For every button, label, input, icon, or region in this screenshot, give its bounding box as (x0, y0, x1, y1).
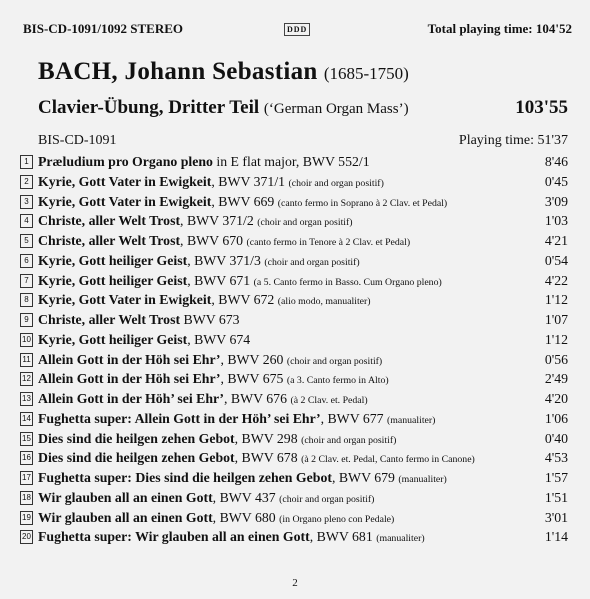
work-duration: 103'55 (515, 97, 568, 118)
track-duration: 8'46 (544, 154, 568, 169)
track-title: Kyrie, Gott Vater in Ewigkeit (38, 193, 212, 209)
track-description (38, 429, 396, 450)
track-duration: 3'01 (544, 509, 568, 525)
track-title: Præludium pro Organo pleno (38, 154, 213, 169)
track-note: (manualiter) (376, 533, 425, 545)
track-note: (canto fermo in Soprano à 2 Clav. et Pedal) (277, 197, 448, 209)
track-bwv: , BWV 671 (187, 272, 254, 288)
track-title: Allein Gott in der Höh sei Ehr’ (38, 371, 221, 387)
track-bwv: , BWV 371/2 (180, 213, 258, 229)
work-heading (38, 97, 568, 121)
track-row (20, 211, 568, 231)
track-description (38, 310, 240, 331)
track-bwv: , BWV 371/1 (211, 173, 289, 189)
track-title: Fughetta super: Allein Gott in der Höh’ sei Ehr’ (38, 410, 321, 426)
track-note: (manualiter) (398, 474, 447, 485)
track-duration: 1'03 (544, 213, 568, 229)
track-note: (in Organo pleno con Pedale) (279, 513, 395, 525)
track-row (20, 192, 568, 212)
track-number: 10 (20, 333, 33, 347)
track-row (20, 231, 568, 251)
track-title: Christe, aller Welt Trost (38, 233, 181, 248)
ddd-badge: DDD (284, 23, 310, 36)
track-description (38, 152, 370, 173)
track-bwv: in E flat major, BWV 552/1 (212, 154, 370, 169)
track-row (20, 448, 568, 468)
track-description (38, 508, 394, 529)
track-duration: 4'22 (544, 272, 568, 288)
header-bar (23, 21, 572, 39)
track-title: Allein Gott in der Höh sei Ehr’ (38, 351, 221, 367)
track-description (38, 468, 447, 489)
track-description (38, 330, 250, 351)
track-note: (choir and organ positif) (288, 177, 384, 189)
track-row (20, 468, 568, 488)
track-bwv: , BWV 669 (211, 193, 278, 209)
catalogue-number: BIS-CD-1091/1092 STEREO (23, 21, 183, 36)
track-duration: 1'51 (544, 489, 568, 505)
track-title: Christe, aller Welt Trost (38, 213, 181, 229)
track-row (20, 290, 568, 310)
track-note: (à 2 Clav. et. Pedal) (290, 395, 368, 406)
track-row (20, 251, 568, 271)
composer-years: (1685-1750) (323, 64, 409, 83)
total-playing-time: Total playing time: 104'52 (427, 21, 572, 36)
track-bwv: , BWV 681 (309, 529, 377, 545)
track-bwv: BWV 673 (180, 312, 240, 327)
track-row (20, 488, 568, 508)
track-description (38, 251, 360, 272)
track-title: Kyrie, Gott heiliger Geist (38, 252, 188, 268)
track-duration: 0'45 (544, 173, 568, 189)
track-duration: 4'21 (544, 233, 568, 248)
track-description (38, 527, 425, 548)
track-title: Kyrie, Gott Vater in Ewigkeit (38, 292, 212, 308)
track-title: Christe, aller Welt Trost (38, 312, 181, 327)
track-note: (a 3. Canto fermo in Alto) (286, 375, 389, 387)
track-note: (choir and organ positif) (257, 217, 353, 229)
track-number: 13 (20, 392, 33, 406)
track-row (20, 369, 568, 389)
track-duration: 2'49 (544, 371, 568, 387)
track-duration: 0'56 (544, 351, 568, 367)
track-number: 15 (20, 432, 33, 446)
track-note: (choir and organ positif) (286, 355, 383, 367)
track-bwv: , BWV 680 (212, 509, 280, 525)
track-title: Dies sind die heilgen zehen Gebot (38, 430, 235, 446)
track-description (38, 271, 442, 292)
track-number: 17 (20, 471, 33, 485)
track-number: 18 (20, 491, 33, 505)
track-duration: 4'53 (544, 450, 568, 466)
track-row (20, 389, 568, 409)
track-number: 6 (20, 254, 33, 268)
track-bwv: , BWV 677 (320, 410, 388, 426)
track-duration: 4'20 (544, 391, 568, 406)
track-number: 2 (20, 175, 33, 189)
track-row (20, 508, 568, 528)
track-number: 8 (20, 293, 33, 307)
work-subtitle: (‘German Organ Mass’) (263, 101, 409, 117)
track-description (38, 172, 384, 193)
track-description (38, 290, 371, 311)
track-row (20, 409, 568, 429)
track-note: (choir and organ positif) (264, 256, 360, 268)
track-description (38, 409, 435, 430)
track-title: Wir glauben all an einen Gott (38, 509, 213, 525)
track-title: Wir glauben all an einen Gott (38, 489, 213, 505)
disc-info (38, 133, 568, 149)
track-number: 14 (20, 412, 33, 426)
track-duration: 1'12 (544, 331, 568, 347)
track-duration: 1'12 (544, 292, 568, 308)
track-number: 3 (20, 195, 33, 209)
track-row (20, 330, 568, 350)
track-note: (à 2 Clav. et. Pedal, Canto fermo in Canone) (301, 454, 475, 466)
track-title: Allein Gott in der Höh’ sei Ehr’ (38, 391, 224, 406)
track-list (20, 152, 568, 547)
track-title: Fughetta super: Dies sind die heilgen zehen Gebot (38, 470, 332, 485)
page-number: 2 (292, 577, 298, 589)
track-description (38, 488, 374, 509)
track-description (38, 231, 410, 252)
track-number: 16 (20, 451, 33, 465)
track-bwv: , BWV 298 (234, 430, 302, 446)
track-row (20, 310, 568, 330)
track-duration: 0'40 (544, 430, 568, 446)
disc-catalogue: BIS-CD-1091 (38, 133, 117, 148)
track-number: 4 (20, 214, 33, 228)
track-number: 7 (20, 274, 33, 288)
track-duration: 1'14 (544, 529, 568, 545)
track-bwv: , BWV 676 (224, 391, 291, 406)
composer-name: BACH, Johann Sebastian (38, 58, 318, 85)
track-number: 19 (20, 511, 33, 525)
track-bwv: , BWV 437 (212, 489, 280, 505)
track-description (38, 448, 475, 469)
track-bwv: , BWV 260 (220, 351, 287, 367)
track-title: Fughetta super: Wir glauben all an einen Gott (38, 529, 310, 545)
work-title: Clavier-Übung, Dritter Teil (38, 97, 260, 118)
track-bwv: , BWV 672 (211, 292, 278, 308)
track-number: 11 (20, 353, 33, 367)
track-description (38, 389, 368, 410)
track-bwv: , BWV 679 (331, 470, 399, 485)
track-number: 9 (20, 313, 33, 327)
track-bwv: , BWV 371/3 (187, 252, 265, 268)
track-description (38, 350, 382, 371)
track-bwv: , BWV 670 (180, 233, 247, 248)
track-description (38, 369, 389, 390)
track-title: Dies sind die heilgen zehen Gebot (38, 450, 235, 466)
track-row (20, 271, 568, 291)
track-duration: 1'07 (544, 312, 568, 327)
track-title: Kyrie, Gott heiliger Geist (38, 331, 188, 347)
track-description (38, 211, 353, 232)
track-number: 20 (20, 530, 33, 544)
track-note: (choir and organ positif) (279, 493, 375, 505)
track-number: 1 (20, 155, 33, 169)
track-number: 5 (20, 234, 33, 248)
track-title: Kyrie, Gott heiliger Geist (38, 272, 188, 288)
track-note: (manualiter) (387, 414, 436, 426)
track-bwv: , BWV 674 (187, 331, 251, 347)
track-bwv: , BWV 675 (220, 371, 287, 387)
track-duration: 1'06 (544, 410, 568, 426)
composer-heading (38, 58, 409, 86)
track-row (20, 429, 568, 449)
track-duration: 3'09 (544, 193, 568, 209)
track-note: (a 5. Canto fermo in Basso. Cum Organo pleno) (253, 276, 442, 288)
track-duration: 1'57 (544, 470, 568, 485)
track-description (38, 192, 447, 213)
track-row (20, 172, 568, 192)
track-note: (canto fermo in Tenore à 2 Clav. et Pedal) (246, 237, 411, 248)
track-title: Kyrie, Gott Vater in Ewigkeit (38, 173, 212, 189)
track-duration: 0'54 (544, 252, 568, 268)
track-row (20, 350, 568, 370)
track-row (20, 527, 568, 547)
track-note: (choir and organ positif) (301, 434, 397, 446)
track-number: 12 (20, 372, 33, 386)
track-row (20, 152, 568, 172)
disc-playing-time: Playing time: 51'37 (458, 133, 568, 148)
track-note: (alio modo, manualiter) (277, 296, 371, 308)
track-bwv: , BWV 678 (234, 450, 302, 466)
